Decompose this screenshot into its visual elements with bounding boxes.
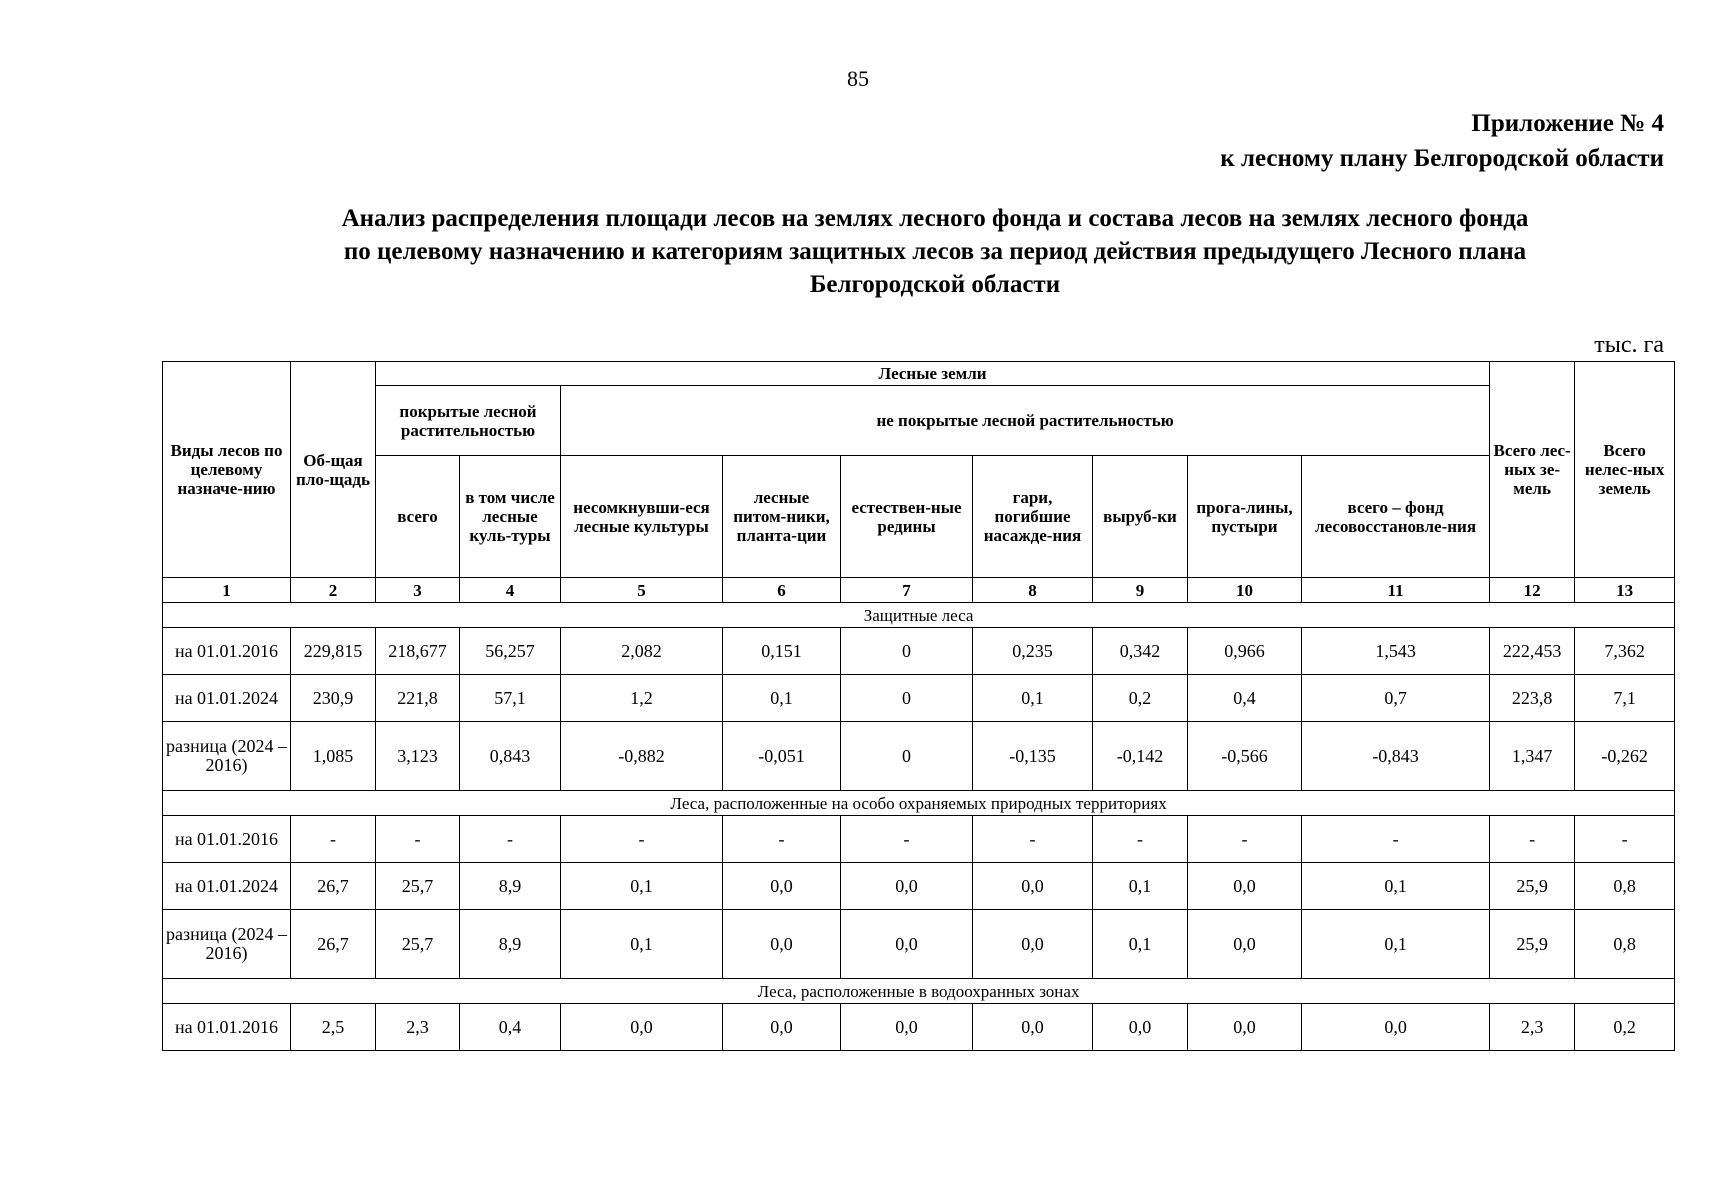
table-cell: - [460,816,561,863]
column-number: 2 [291,578,376,603]
header-not-covered: не покрытые лесной растительностью [561,386,1490,456]
header-total-nonforest-lands: Всего нелес-ных земель [1575,362,1675,578]
table-cell: 0,0 [1302,1004,1490,1051]
document-title [200,202,1670,301]
table-cell: 0,1 [561,863,723,910]
header-total-area: Об-щая пло-щадь [291,362,376,578]
column-number: 11 [1302,578,1490,603]
header-burnt-dead: гари, погибшие насажде-ния [973,456,1093,578]
header-nurseries: лесные питом-ники, планта-ции [723,456,841,578]
table-cell: - [376,816,460,863]
column-number: 6 [723,578,841,603]
header-reforestation-fund: всего – фонд лесовосстановле-ния [1302,456,1490,578]
page-number: 85 [847,66,869,91]
table-cell: -0,142 [1093,722,1188,791]
row-label: на 01.01.2016 [163,628,291,675]
table-cell: 0,0 [841,1004,973,1051]
table-cell: 222,453 [1490,628,1575,675]
column-number: 13 [1575,578,1675,603]
table-row [163,816,1675,863]
table-cell: 0,0 [1188,863,1302,910]
table-cell: -0,135 [973,722,1093,791]
table-row [163,1004,1675,1051]
table-cell: 0,0 [1188,1004,1302,1051]
row-label: разница (2024 – 2016) [163,910,291,979]
table-cell: 7,362 [1575,628,1675,675]
table-cell: 0,0 [1188,910,1302,979]
table-cell: 25,7 [376,863,460,910]
table-cell: -0,843 [1302,722,1490,791]
table-cell: -0,262 [1575,722,1675,791]
header-glades-wastelands: прога-лины, пустыри [1188,456,1302,578]
table-cell: 0,151 [723,628,841,675]
table-cell: - [723,816,841,863]
table-cell: 56,257 [460,628,561,675]
table-cell: 0,8 [1575,910,1675,979]
table-row [163,910,1675,979]
section-title: Леса, расположенные на особо охраняемых природных территориях [163,791,1675,816]
table-cell: 223,8 [1490,675,1575,722]
table-cell: 0,0 [973,863,1093,910]
title-line-3: Белгородской области [809,271,1061,298]
table-cell: 0,1 [1093,910,1188,979]
table-cell: 2,3 [376,1004,460,1051]
table-cell: 229,815 [291,628,376,675]
table-cell: 25,7 [376,910,460,979]
header-forest-cultures: в том числе лесные куль-туры [460,456,561,578]
table-cell: 230,9 [291,675,376,722]
header-unclosed-cultures: несомкнувши-еся лесные культуры [561,456,723,578]
table-row [163,675,1675,722]
table-cell: 2,3 [1490,1004,1575,1051]
title-line-2: по целевому назначению и категориям защитных лесов за период действия предыдущего Лесного плана [343,238,1527,265]
table-cell: 1,2 [561,675,723,722]
table-cell: 0 [841,675,973,722]
table-cell: 7,1 [1575,675,1675,722]
column-number: 4 [460,578,561,603]
row-label: на 01.01.2024 [163,863,291,910]
column-number: 5 [561,578,723,603]
table-cell: 1,543 [1302,628,1490,675]
table-cell: 3,123 [376,722,460,791]
row-label: на 01.01.2024 [163,675,291,722]
column-number: 10 [1188,578,1302,603]
table-cell: 2,5 [291,1004,376,1051]
table-row [163,722,1675,791]
table-cell: 1,085 [291,722,376,791]
table-cell: 25,9 [1490,910,1575,979]
column-number: 7 [841,578,973,603]
table-cell: 25,9 [1490,863,1575,910]
table-cell: 0,7 [1302,675,1490,722]
table-cell: 8,9 [460,910,561,979]
row-label: на 01.01.2016 [163,816,291,863]
table-cell: - [973,816,1093,863]
header-covered: покрытые лесной растительностью [376,386,561,456]
table-cell: 0,966 [1188,628,1302,675]
table-cell: 57,1 [460,675,561,722]
table-cell: 0,0 [973,910,1093,979]
table-cell: 26,7 [291,910,376,979]
table-cell: -0,882 [561,722,723,791]
table-cell: 218,677 [376,628,460,675]
forest-distribution-table [162,361,1675,1051]
table-cell: 0,0 [841,863,973,910]
table-cell: 0,342 [1093,628,1188,675]
header-forest-type: Виды лесов по целевому назначе-нию [163,362,291,578]
table-cell: - [1302,816,1490,863]
table-cell: 26,7 [291,863,376,910]
column-number: 8 [973,578,1093,603]
table-cell: - [1188,816,1302,863]
header-covered-total: всего [376,456,460,578]
table-cell: 0,843 [460,722,561,791]
table-cell: - [1093,816,1188,863]
table-cell: 0,4 [1188,675,1302,722]
table-cell: 8,9 [460,863,561,910]
table-cell: 0,1 [1302,863,1490,910]
table-cell: - [841,816,973,863]
table-cell: 0,235 [973,628,1093,675]
table-row [163,863,1675,910]
table-cell: - [291,816,376,863]
title-line-1: Анализ распределения площади лесов на землях лесного фонда и состава лесов на землях лесного фонда [341,205,1529,232]
row-label: на 01.01.2016 [163,1004,291,1051]
table-cell: 0,1 [723,675,841,722]
table-cell: 0,1 [1302,910,1490,979]
table-cell: 2,082 [561,628,723,675]
table-cell: 221,8 [376,675,460,722]
unit-label: тыс. га [1594,332,1664,358]
table-cell: - [1575,816,1675,863]
appendix-line-2: к лесному плану Белгородской области [1220,145,1664,172]
column-number: 3 [376,578,460,603]
table-cell: 0,2 [1575,1004,1675,1051]
appendix-line-1: Приложение № 4 [1471,110,1664,137]
section-title: Леса, расположенные в водоохранных зонах [163,979,1675,1004]
header-clearcuts: выруб-ки [1093,456,1188,578]
table-cell: 0,0 [723,1004,841,1051]
table-cell: 0,0 [723,910,841,979]
table-cell: -0,566 [1188,722,1302,791]
table-cell: 0,1 [1093,863,1188,910]
table-cell: 0,0 [723,863,841,910]
table-cell: 0,0 [1093,1004,1188,1051]
table-cell: 0,0 [561,1004,723,1051]
header-total-forest-lands: Всего лес-ных зе-мель [1490,362,1575,578]
header-natural-sparse: естествен-ные редины [841,456,973,578]
column-number: 9 [1093,578,1188,603]
row-label: разница (2024 – 2016) [163,722,291,791]
table-cell: 0 [841,722,973,791]
header-forest-lands: Лесные земли [376,362,1490,386]
column-number: 12 [1490,578,1575,603]
table-cell: 0,4 [460,1004,561,1051]
table-cell: 0,1 [561,910,723,979]
table-cell: 0,8 [1575,863,1675,910]
table-cell: 1,347 [1490,722,1575,791]
appendix-heading [1220,106,1664,176]
table-cell: 0,0 [841,910,973,979]
table-cell: - [561,816,723,863]
table-cell: 0,0 [973,1004,1093,1051]
table-cell: -0,051 [723,722,841,791]
column-number: 1 [163,578,291,603]
table-row [163,628,1675,675]
table-cell: - [1490,816,1575,863]
section-title: Защитные леса [163,603,1675,628]
table-cell: 0,2 [1093,675,1188,722]
table-cell: 0 [841,628,973,675]
table-cell: 0,1 [973,675,1093,722]
